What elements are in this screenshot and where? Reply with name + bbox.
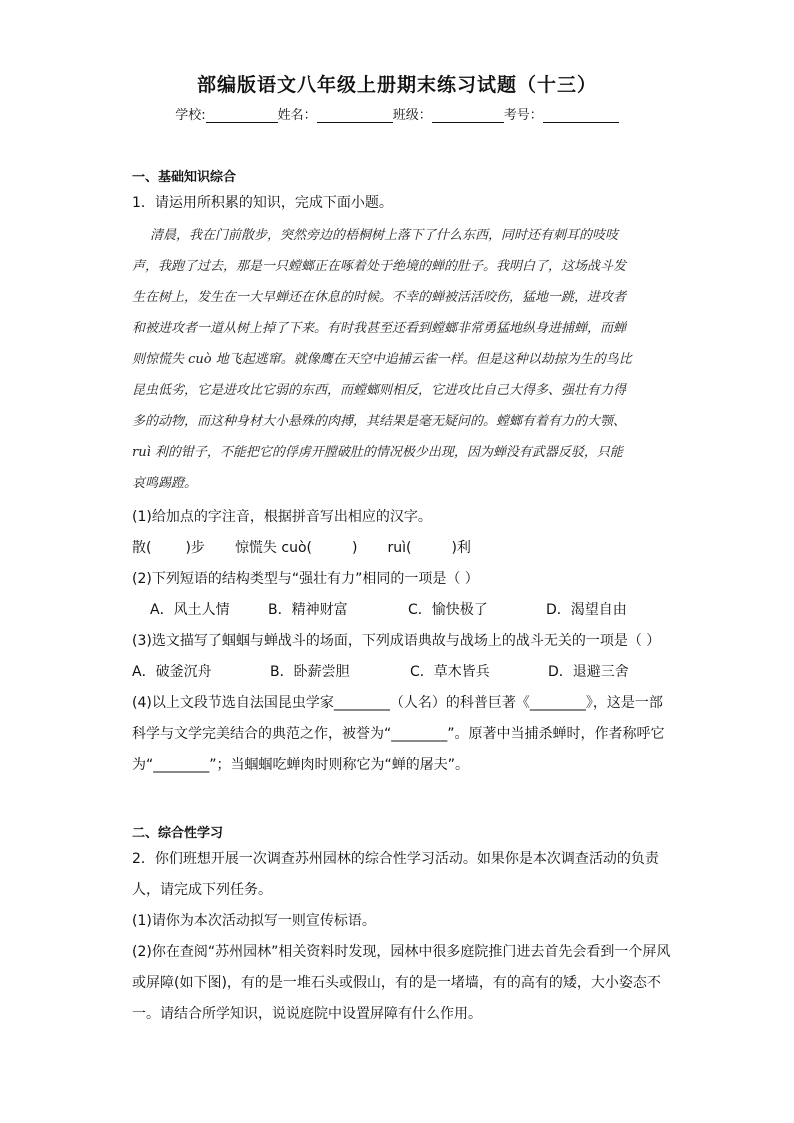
q2-sub2-line: 或屏障(如下图)，有的是一堆石头或假山，有的是一堵墙，有的高有的矮，大小姿态不 <box>132 975 661 991</box>
q1-sub2-options <box>150 599 627 619</box>
q1-sub4-line: (4)以上文段节选自法国昆虫学家________（人名）的科普巨著《________》，这是一部 <box>132 695 663 711</box>
passage-line: 昆虫低劣，它是进攻比它弱的东西，而螳螂则相反，它进攻比自己大得多、强壮有力得 <box>132 383 627 398</box>
q1-sub3: (3)选文描写了蝈蝈与蝉战斗的场面，下列成语典故与战场上的战斗无关的一项是（ ） <box>132 633 661 649</box>
fill-item: ruì( <box>387 540 412 556</box>
fill-item: 惊慌失 cuò( <box>234 540 312 556</box>
q1-sub4-line: 为“________”；当蝈蝈吃蝉肉时则称它为“蝉的屠夫”。 <box>132 757 470 773</box>
passage-line: 和被进攻者一道从树上掉了下来。有时我甚至还看到螳螂非常勇猛地纵身进捕蝉，而蝉 <box>132 321 627 336</box>
school-blank[interactable] <box>206 108 278 123</box>
class-label: 班级： <box>392 108 432 123</box>
passage-line: 多的动物，而这种身材大小悬殊的肉搏，其结果是毫无疑问的。螳螂有着有力的大颚、 <box>132 414 627 429</box>
section1-heading: 一、基础知识综合 <box>132 170 237 185</box>
option-d[interactable]: D．渴望自由 <box>546 602 627 618</box>
q1-sub4-line: 科学与文学完美结合的典范之作，被誉为“________”。原著中当捕杀蝉时，作者称呼它 <box>132 726 665 742</box>
q2-line: 人，请完成下列任务。 <box>132 882 272 898</box>
school-label: 学校: <box>175 108 206 123</box>
q2-sub2-line: 一。请结合所学知识，说说庭院中设置屏障有什么作用。 <box>132 1006 482 1022</box>
option-c[interactable]: C．愉快极了 <box>408 602 488 618</box>
q1-sub3-options <box>132 661 629 681</box>
exam-no-blank[interactable] <box>543 108 619 123</box>
q2-line: 2．你们班想开展一次调查苏州园林的综合性学习活动。如果你是本次调查活动的负责 <box>132 851 659 867</box>
page-title: 部编版语文八年级上册期末练习试题（十三） <box>196 74 597 96</box>
fill-item: ) <box>352 540 358 556</box>
option-b[interactable]: B．精神财富 <box>268 602 348 618</box>
fill-item: )步 <box>185 540 205 556</box>
section2-heading: 二、综合性学习 <box>132 826 224 841</box>
option-b[interactable]: B．卧薪尝胆 <box>270 664 350 680</box>
name-label: 姓名： <box>277 108 317 123</box>
passage-line: ruì 利的钳子，不能把它的俘虏开膛破肚的情况极少出现，因为蝉没有武器反驳，只能 <box>132 445 623 460</box>
passage-line: 清晨，我在门前散步，突然旁边的梧桐树上落下了什么东西，同时还有刺耳的吱吱 <box>150 228 619 243</box>
class-blank[interactable] <box>432 108 504 123</box>
name-blank[interactable] <box>317 108 393 123</box>
q2-sub2-line: (2)你在查阅“苏州园林”相关资料时发现，园林中很多庭院推门进去首先会看到一个屏风 <box>132 944 671 960</box>
option-c[interactable]: C．草木皆兵 <box>410 664 490 680</box>
q1-sub1-fill-row <box>132 537 471 557</box>
passage-line: 则惊慌失 cuò 地飞起逃窜。就像鹰在天空中追捕云雀一样。但是这种以劫掠为生的鸟比 <box>132 352 632 367</box>
option-a[interactable]: A．风土人情 <box>150 602 230 618</box>
q1-sub1: (1)给加点的字注音，根据拼音写出相应的汉字。 <box>132 509 432 525</box>
option-d[interactable]: D．退避三舍 <box>548 664 629 680</box>
passage-line: 生在树上，发生在一大早蝉还在休息的时候。不幸的蝉被活活咬伤，猛地一跳，进攻者 <box>132 290 627 305</box>
q1-stem: 1．请运用所积累的知识，完成下面小题。 <box>132 195 393 211</box>
fill-item: )利 <box>451 540 471 556</box>
student-info-row <box>0 104 794 123</box>
q2-sub1: (1)请你为本次活动拟写一则宣传标语。 <box>132 913 376 929</box>
fill-item: 散( <box>132 540 152 556</box>
passage-line: 声，我跑了过去，那是一只螳螂正在啄着处于绝境的蝉的肚子。我明白了，这场战斗发 <box>132 259 627 274</box>
q1-sub2: (2)下列短语的结构类型与“强壮有力”相同的一项是（ ） <box>132 571 479 587</box>
option-a[interactable]: A．破釜沉舟 <box>132 664 212 680</box>
exam-no-label: 考号： <box>503 108 543 123</box>
passage-line: 哀鸣踢蹬。 <box>132 476 198 491</box>
